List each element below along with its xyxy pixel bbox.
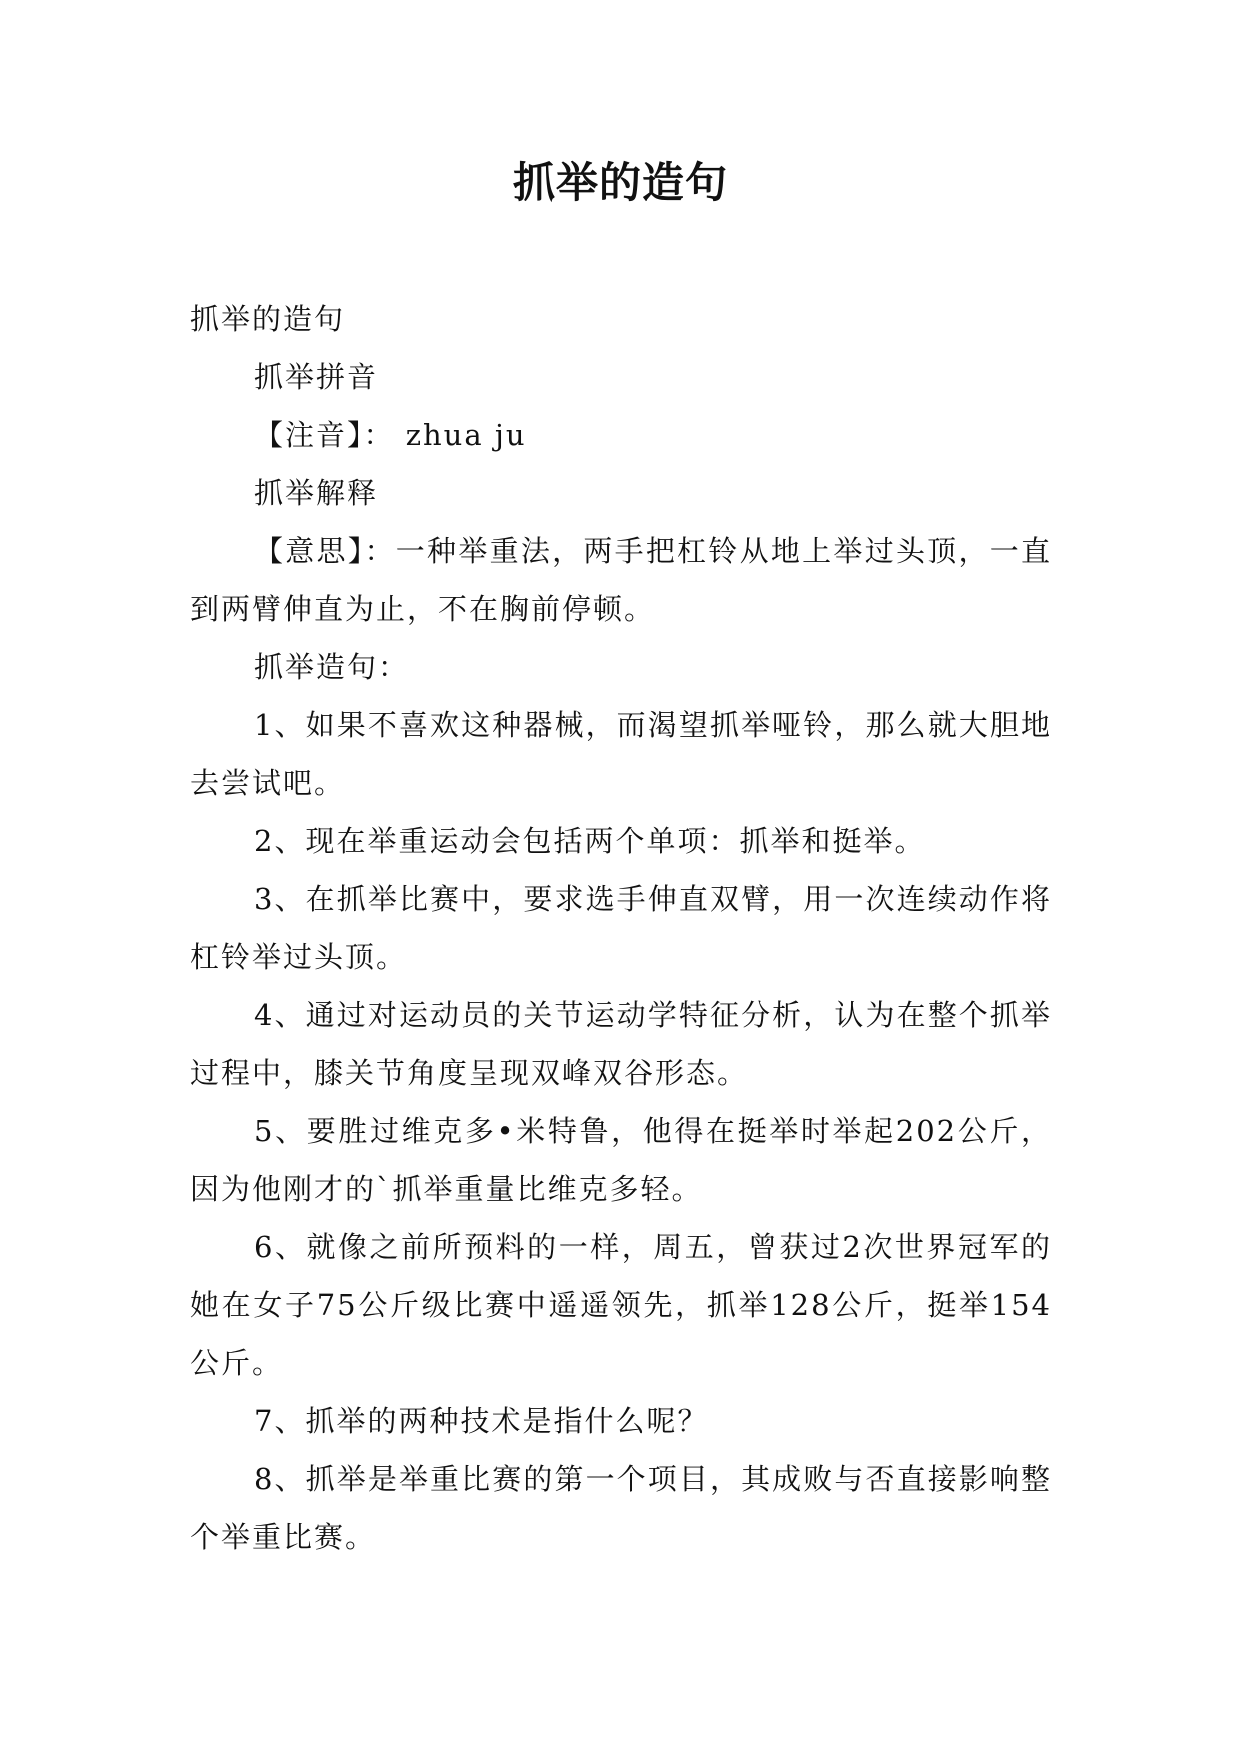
example-sentence-4: 4、通过对运动员的关节运动学特征分析，认为在整个抓举过程中，膝关节角度呈现双峰双谷形态。 <box>190 998 1052 1090</box>
paragraph-heading: 抓举的造句 <box>190 302 346 336</box>
paragraph-pinyin-heading: 抓举拼音 <box>254 360 379 394</box>
example-sentence-6: 6、就像之前所预料的一样，周五，曾获过2次世界冠军的她在女子75公斤级比赛中遥遥领先，抓举128公斤，挺举154公斤。 <box>190 1230 1052 1380</box>
example-sentence-8: 8、抓举是举重比赛的第一个项目，其成败与否直接影响整个举重比赛。 <box>190 1462 1052 1554</box>
document-title: 抓举的造句 <box>512 158 728 207</box>
paragraph-pinyin: 【注音】： zhua ju <box>254 418 527 452</box>
paragraph-meaning: 【意思】：一种举重法，两手把杠铃从地上举过头顶，一直到两臂伸直为止，不在胸前停顿。 <box>190 534 1052 626</box>
example-sentence-7: 7、抓举的两种技术是指什么呢？ <box>254 1404 709 1438</box>
paragraph-examples-heading: 抓举造句： <box>254 650 410 684</box>
example-sentence-5: 5、要胜过维克多•米特鲁，他得在挺举时举起202公斤，因为他刚才的`抓举重量比维克多轻。 <box>190 1114 1052 1206</box>
example-sentence-3: 3、在抓举比赛中，要求选手伸直双臂，用一次连续动作将杠铃举过头顶。 <box>190 882 1052 974</box>
example-sentence-1: 1、如果不喜欢这种器械，而渴望抓举哑铃，那么就大胆地去尝试吧。 <box>190 708 1052 800</box>
document-body <box>190 290 1052 1566</box>
paragraph-meaning-heading: 抓举解释 <box>254 476 379 510</box>
example-sentence-2: 2、现在举重运动会包括两个单项：抓举和挺举。 <box>254 824 926 858</box>
